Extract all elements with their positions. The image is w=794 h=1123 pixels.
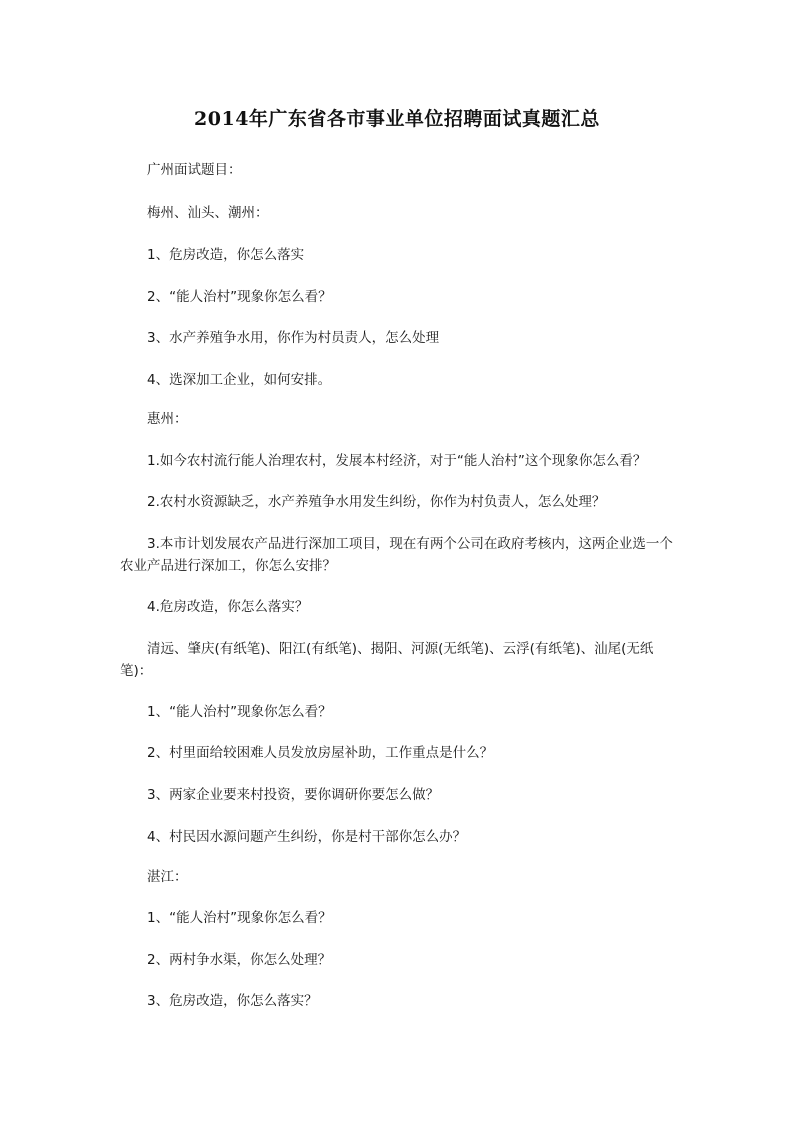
huizhou-question-2: 2.农村水资源缺乏，水产养殖争水用发生纠纷，你作为村负责人，怎么处理？: [147, 494, 606, 510]
zhanjiang-heading: 湛江：: [147, 869, 188, 885]
meizhou-question-1: 1、危房改造，你怎么落实: [147, 247, 305, 263]
guangzhou-heading: 广州面试题目：: [147, 162, 242, 178]
huizhou-heading: 惠州：: [147, 411, 188, 427]
meizhou-question-2: 2、“能人治村”现象你怎么看？: [147, 289, 332, 305]
huizhou-question-1: 1.如今农村流行能人治理农村，发展本村经济，对于“能人治村”这个现象你怎么看？: [147, 453, 647, 469]
qingyuan-question-1: 1、“能人治村”现象你怎么看？: [147, 704, 332, 720]
meizhou-question-4: 4、选深加工企业，如何安排。: [147, 372, 332, 388]
meizhou-question-3: 3、水产养殖争水用，你作为村员责人，怎么处理: [147, 330, 440, 346]
huizhou-question-3: 3.本市计划发展农产品进行深加工项目，现在有两个公司在政府考核内，这两企业选一个农业产品进行深加工，你怎么安排？: [120, 536, 673, 574]
qingyuan-question-2: 2、村里面给较困难人员发放房屋补助，工作重点是什么？: [147, 745, 494, 761]
qingyuan-heading: 清远、肇庆(有纸笔)、阳江(有纸笔)、揭阳、河源(无纸笔)、云浮(有纸笔)、汕尾(无纸笔)：: [120, 641, 654, 679]
qingyuan-question-4: 4、村民因水源问题产生纠纷，你是村干部你怎么办？: [147, 829, 467, 845]
zhanjiang-question-3: 3、危房改造，你怎么落实？: [147, 993, 318, 1009]
zhanjiang-question-1: 1、“能人治村”现象你怎么看？: [147, 910, 332, 926]
zhanjiang-question-2: 2、两村争水渠，你怎么处理？: [147, 952, 332, 968]
qingyuan-question-3: 3、两家企业要来村投资，要你调研你要怎么做？: [147, 787, 440, 803]
meizhou-heading: 梅州、汕头、潮州：: [147, 205, 269, 221]
huizhou-question-4: 4.危房改造，你怎么落实？: [147, 599, 309, 615]
document-title: 2014年广东省各市事业单位招聘面试真题汇总: [194, 108, 600, 130]
